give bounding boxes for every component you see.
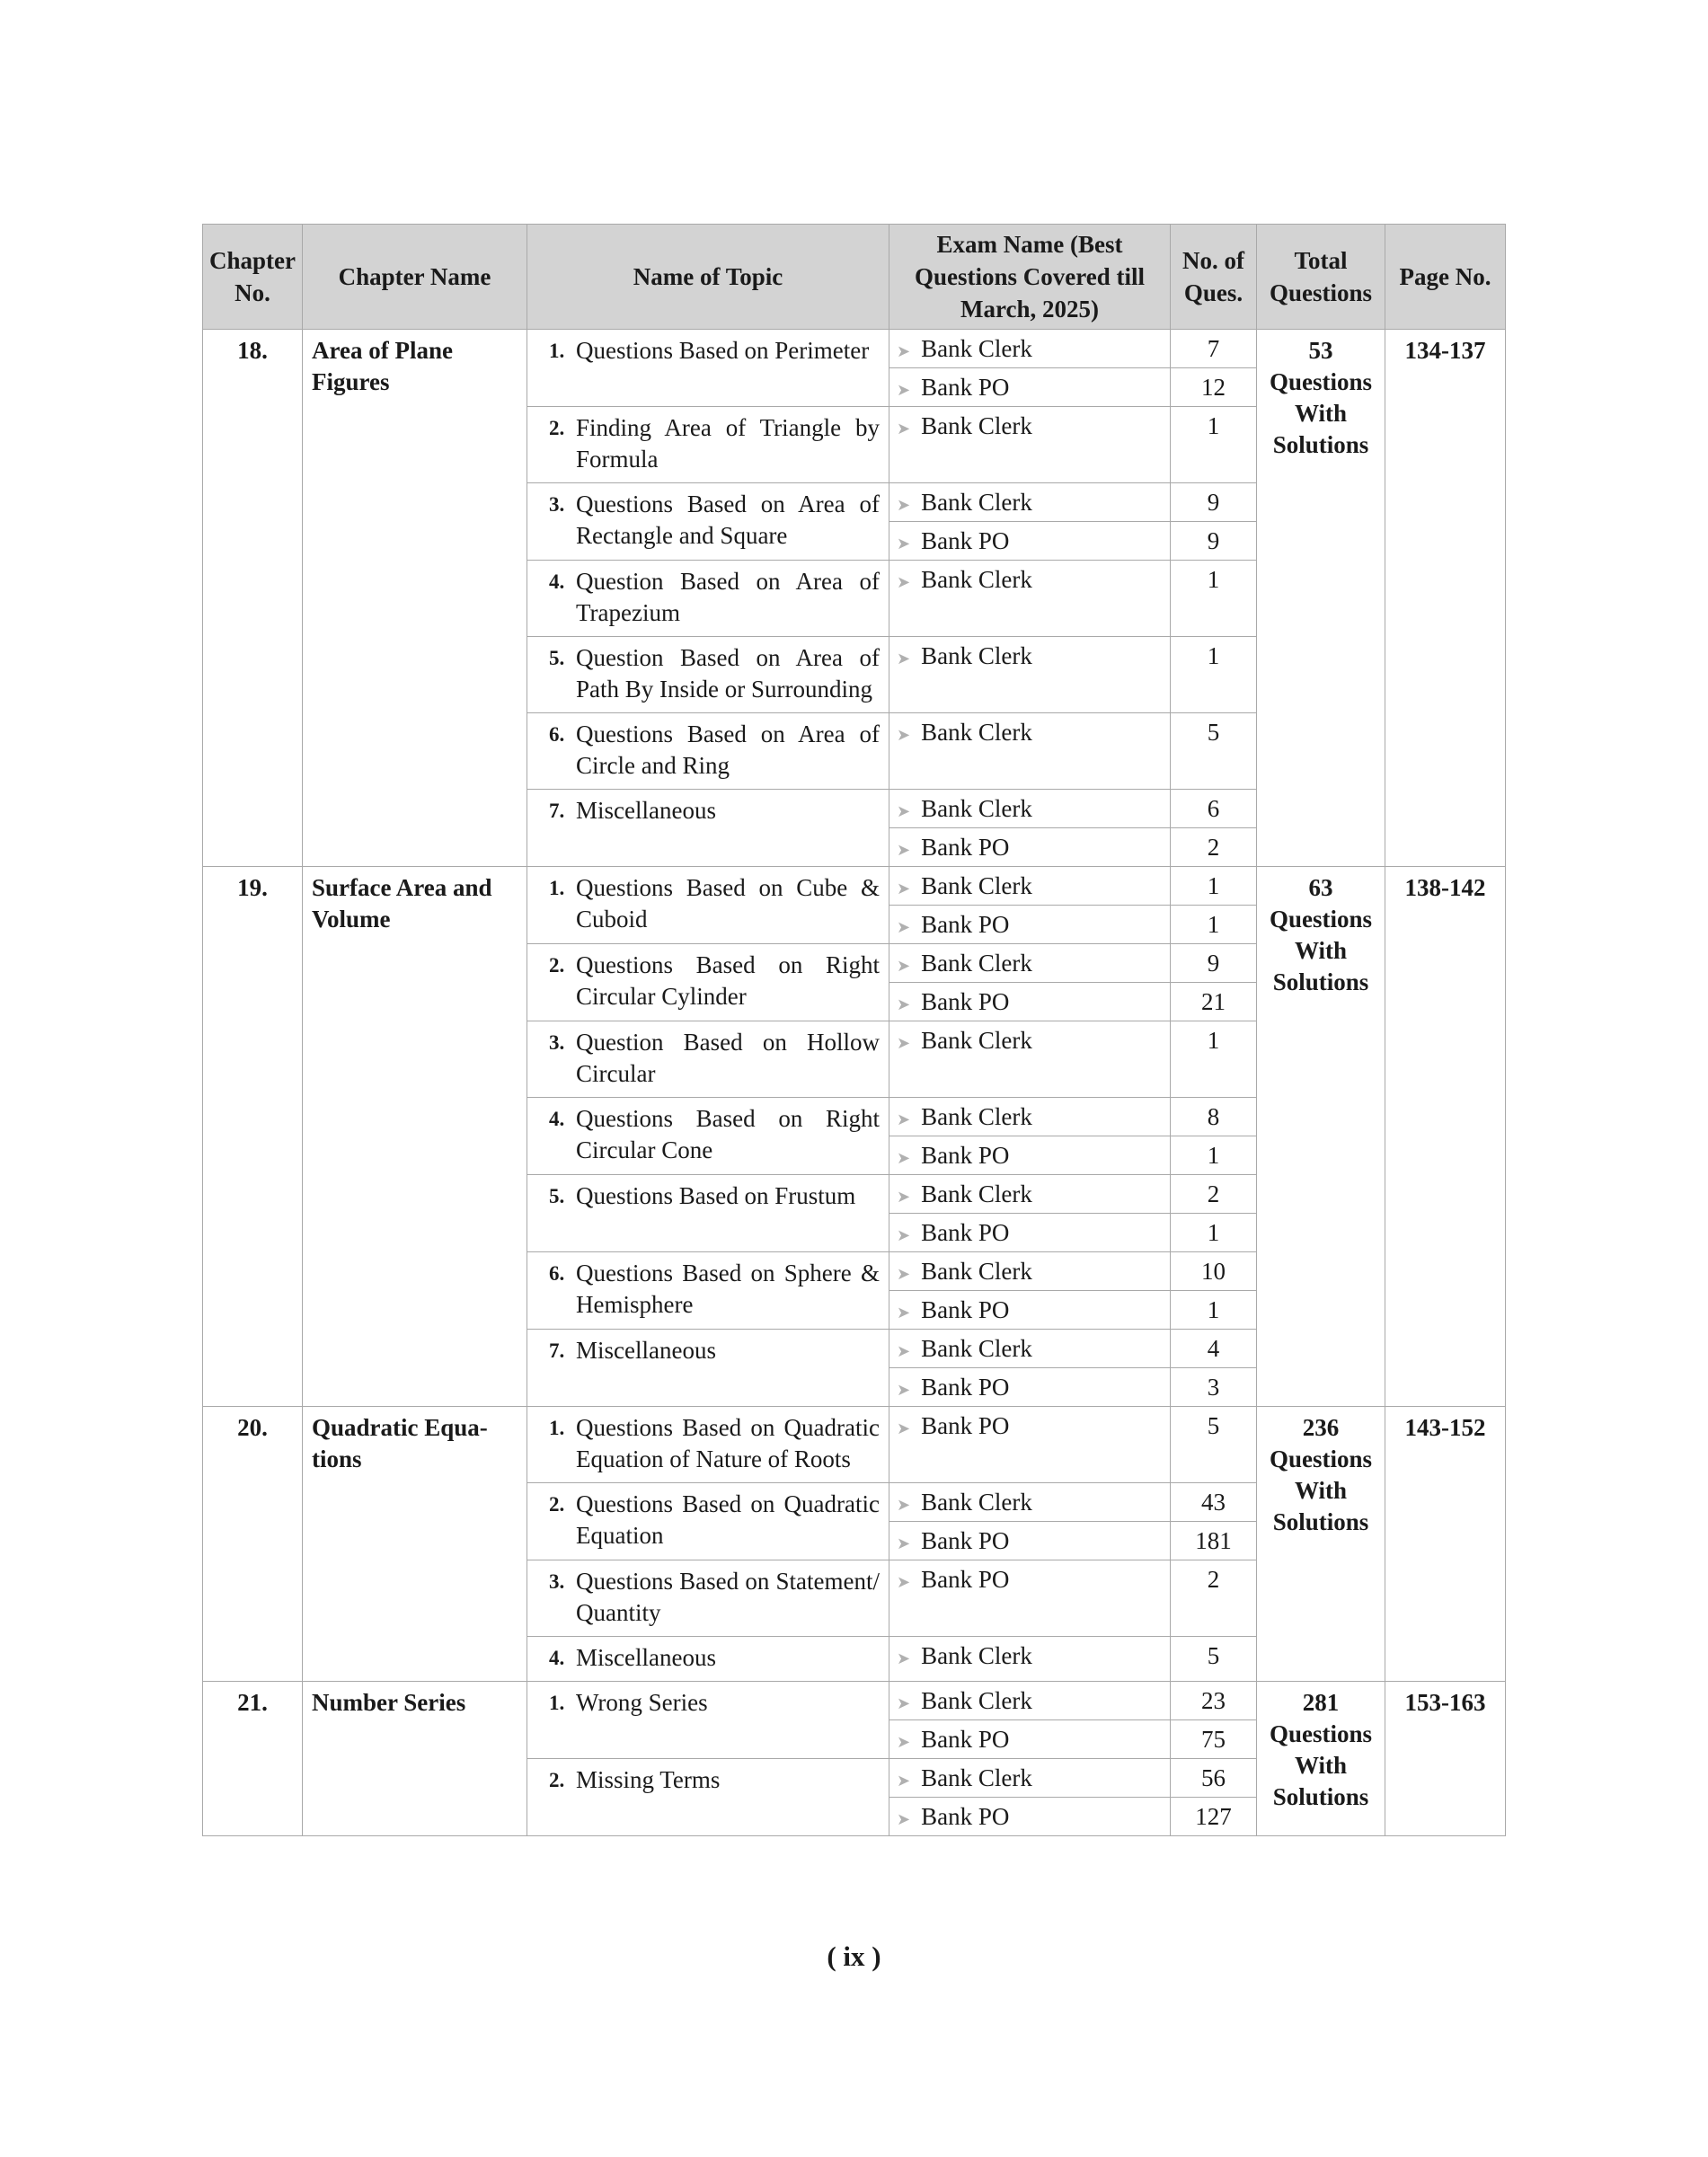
topic-item (549, 1180, 880, 1212)
exam-cell (889, 1637, 1171, 1682)
contents-table (202, 224, 1506, 1836)
arrow-bullet-icon: ➤ (897, 573, 911, 592)
arrow-bullet-icon: ➤ (897, 496, 911, 515)
arrow-bullet-icon: ➤ (897, 841, 911, 860)
arrow-bullet-icon: ➤ (897, 342, 911, 361)
question-count: 6 (1171, 790, 1257, 828)
question-count: 8 (1171, 1098, 1257, 1136)
arrow-bullet-icon: ➤ (897, 726, 911, 745)
topic-number: 1. (549, 1692, 565, 1714)
arrow-bullet-icon: ➤ (897, 1573, 911, 1592)
topic-name: Questions Based on Area of Circle and Ring (576, 720, 880, 779)
exam-cell (889, 906, 1171, 944)
exam-cell (889, 1759, 1171, 1798)
header-topic: Name of Topic (527, 225, 889, 330)
topic-item (549, 1566, 880, 1629)
question-count: 1 (1171, 1021, 1257, 1098)
exam-cell (889, 368, 1171, 407)
exam-cell (889, 828, 1171, 867)
exam-name: Bank Clerk (921, 1642, 1032, 1669)
arrow-bullet-icon: ➤ (897, 1110, 911, 1129)
arrow-bullet-icon: ➤ (897, 1496, 911, 1515)
exam-cell (889, 1214, 1171, 1252)
topic-number: 7. (549, 1339, 565, 1362)
topic-name: Missing Terms (576, 1766, 721, 1793)
topic-number: 2. (549, 417, 565, 439)
exam-cell (889, 330, 1171, 368)
topic-item (549, 1103, 880, 1166)
table-row (203, 330, 1506, 368)
arrow-bullet-icon: ➤ (897, 535, 911, 553)
topic-name: Questions Based on Cube & Cuboid (576, 874, 880, 933)
exam-name: Bank Clerk (921, 1687, 1032, 1714)
exam-name: Bank Clerk (921, 1764, 1032, 1791)
exam-name: Bank PO (921, 1412, 1010, 1439)
question-count: 23 (1171, 1682, 1257, 1720)
total-questions: 236 Questions With Solutions (1257, 1407, 1385, 1682)
exam-cell (889, 867, 1171, 906)
question-count: 9 (1171, 522, 1257, 561)
exam-cell (889, 1098, 1171, 1136)
topic-number: 3. (549, 1570, 565, 1593)
exam-cell (889, 1330, 1171, 1368)
topic-item (549, 1642, 880, 1674)
topic-item (549, 795, 880, 827)
topic-cell (527, 1682, 889, 1759)
arrow-bullet-icon: ➤ (897, 880, 911, 898)
exam-name: Bank Clerk (921, 1103, 1032, 1130)
exam-name: Bank PO (921, 1142, 1010, 1169)
arrow-bullet-icon: ➤ (897, 1265, 911, 1284)
exam-name: Bank Clerk (921, 642, 1032, 669)
exam-name: Bank Clerk (921, 950, 1032, 977)
chapter-name: Quadratic Equa- tions (303, 1407, 527, 1682)
exam-name: Bank Clerk (921, 1027, 1032, 1054)
topic-name: Question Based on Area of Trapezium (576, 568, 880, 626)
arrow-bullet-icon: ➤ (897, 1034, 911, 1053)
exam-name: Bank Clerk (921, 335, 1032, 362)
topic-cell (527, 1759, 889, 1836)
exam-name: Bank Clerk (921, 795, 1032, 822)
exam-cell (889, 1560, 1171, 1637)
arrow-bullet-icon: ➤ (897, 1149, 911, 1168)
topic-item (549, 719, 880, 782)
topic-cell (527, 1560, 889, 1637)
exam-name: Bank Clerk (921, 719, 1032, 746)
question-count: 1 (1171, 407, 1257, 483)
topic-cell (527, 790, 889, 867)
question-count: 1 (1171, 637, 1257, 713)
topic-name: Questions Based on Statement/ Quantity (576, 1568, 880, 1626)
exam-cell (889, 1175, 1171, 1214)
topic-cell (527, 1175, 889, 1252)
question-count: 43 (1171, 1483, 1257, 1522)
topic-name: Miscellaneous (576, 1337, 716, 1364)
exam-name: Bank PO (921, 1803, 1010, 1830)
topic-item (549, 872, 880, 935)
topic-cell (527, 1330, 889, 1407)
exam-cell (889, 1682, 1171, 1720)
question-count: 1 (1171, 1214, 1257, 1252)
question-count: 2 (1171, 828, 1257, 867)
exam-cell (889, 790, 1171, 828)
topic-cell (527, 561, 889, 637)
exam-cell (889, 483, 1171, 522)
topic-item (549, 566, 880, 629)
topic-cell (527, 407, 889, 483)
chapter-number: 21. (203, 1682, 303, 1836)
exam-name: Bank Clerk (921, 566, 1032, 593)
topic-number: 3. (549, 493, 565, 516)
topic-name: Questions Based on Sphere & Hemisphere (576, 1260, 880, 1318)
topic-cell (527, 944, 889, 1021)
question-count: 2 (1171, 1560, 1257, 1637)
topic-item (549, 950, 880, 1012)
question-count: 1 (1171, 867, 1257, 906)
topic-name: Questions Based on Quadratic Equation of Nature of Roots (576, 1414, 880, 1472)
total-questions: 53 Questions With Solutions (1257, 330, 1385, 867)
topic-item (549, 335, 880, 367)
question-count: 127 (1171, 1798, 1257, 1836)
exam-cell (889, 1252, 1171, 1291)
header-total-questions: Total Questions (1257, 225, 1385, 330)
exam-cell (889, 1136, 1171, 1175)
topic-number: 1. (549, 340, 565, 362)
header-page-no: Page No. (1385, 225, 1506, 330)
topic-name: Questions Based on Frustum (576, 1182, 856, 1209)
exam-name: Bank Clerk (921, 1489, 1032, 1516)
topic-item (549, 1027, 880, 1090)
exam-name: Bank Clerk (921, 412, 1032, 439)
exam-name: Bank PO (921, 1726, 1010, 1753)
topic-cell (527, 1637, 889, 1682)
arrow-bullet-icon: ➤ (897, 1381, 911, 1400)
topic-cell (527, 1252, 889, 1330)
arrow-bullet-icon: ➤ (897, 802, 911, 821)
question-count: 9 (1171, 944, 1257, 983)
topic-name: Miscellaneous (576, 797, 716, 824)
exam-cell (889, 713, 1171, 790)
exam-cell (889, 1407, 1171, 1483)
question-count: 2 (1171, 1175, 1257, 1214)
exam-name: Bank PO (921, 527, 1010, 554)
exam-name: Bank PO (921, 1374, 1010, 1401)
topic-item (549, 1258, 880, 1321)
topic-name: Questions Based on Right Circular Cone (576, 1105, 880, 1163)
topic-item (549, 412, 880, 475)
topic-cell (527, 713, 889, 790)
topic-name: Question Based on Area of Path By Inside or Surrounding (576, 644, 880, 703)
question-count: 5 (1171, 1407, 1257, 1483)
arrow-bullet-icon: ➤ (897, 1810, 911, 1829)
exam-cell (889, 1291, 1171, 1330)
exam-cell (889, 1483, 1171, 1522)
exam-cell (889, 1798, 1171, 1836)
exam-cell (889, 944, 1171, 983)
topic-name: Question Based on Hollow Circular (576, 1029, 880, 1087)
topic-item (549, 1764, 880, 1796)
header-exam-name: Exam Name (Best Questions Covered till March, 2025) (889, 225, 1171, 330)
exam-cell (889, 637, 1171, 713)
table-row (203, 867, 1506, 906)
exam-name: Bank Clerk (921, 1180, 1032, 1207)
topic-name: Finding Area of Triangle by Formula (576, 414, 880, 473)
topic-name: Miscellaneous (576, 1644, 716, 1671)
topic-item (549, 1335, 880, 1366)
topic-cell (527, 1483, 889, 1560)
question-count: 3 (1171, 1368, 1257, 1407)
topic-number: 7. (549, 800, 565, 822)
question-count: 4 (1171, 1330, 1257, 1368)
exam-cell (889, 522, 1171, 561)
topic-number: 5. (549, 647, 565, 669)
arrow-bullet-icon: ➤ (897, 1304, 911, 1322)
arrow-bullet-icon: ➤ (897, 1534, 911, 1553)
header-no-of-ques: No. of Ques. (1171, 225, 1257, 330)
arrow-bullet-icon: ➤ (897, 1188, 911, 1207)
question-count: 181 (1171, 1522, 1257, 1560)
exam-name: Bank Clerk (921, 872, 1032, 899)
topic-number: 6. (549, 1262, 565, 1285)
arrow-bullet-icon: ➤ (897, 1694, 911, 1713)
total-questions: 63 Questions With Solutions (1257, 867, 1385, 1407)
exam-cell (889, 1021, 1171, 1098)
arrow-bullet-icon: ➤ (897, 1226, 911, 1245)
topic-number: 2. (549, 1769, 565, 1791)
exam-cell (889, 1720, 1171, 1759)
topic-number: 3. (549, 1031, 565, 1054)
exam-name: Bank PO (921, 1566, 1010, 1593)
exam-name: Bank PO (921, 911, 1010, 938)
topic-item (549, 1412, 880, 1475)
question-count: 10 (1171, 1252, 1257, 1291)
header-chapter-name: Chapter Name (303, 225, 527, 330)
exam-cell (889, 561, 1171, 637)
arrow-bullet-icon: ➤ (897, 1419, 911, 1438)
arrow-bullet-icon: ➤ (897, 957, 911, 976)
arrow-bullet-icon: ➤ (897, 1733, 911, 1752)
header-chapter-no: Chapter No. (203, 225, 303, 330)
topic-number: 6. (549, 723, 565, 746)
topic-name: Wrong Series (576, 1689, 708, 1716)
question-count: 1 (1171, 561, 1257, 637)
topic-name: Questions Based on Quadratic Equation (576, 1490, 880, 1549)
topic-cell (527, 1021, 889, 1098)
exam-name: Bank PO (921, 834, 1010, 861)
contents-body (203, 330, 1506, 1836)
arrow-bullet-icon: ➤ (897, 1772, 911, 1790)
topic-number: 1. (549, 1417, 565, 1439)
topic-cell (527, 867, 889, 944)
topic-name: Questions Based on Right Circular Cylinder (576, 951, 880, 1010)
question-count: 21 (1171, 983, 1257, 1021)
exam-cell (889, 983, 1171, 1021)
topic-name: Questions Based on Perimeter (576, 337, 870, 364)
page-number: ( ix ) (827, 1940, 881, 1972)
header-row (203, 225, 1506, 330)
chapter-number: 20. (203, 1407, 303, 1682)
topic-item (549, 1687, 880, 1719)
topic-number: 4. (549, 1108, 565, 1130)
table-row (203, 1682, 1506, 1720)
arrow-bullet-icon: ➤ (897, 650, 911, 668)
topic-cell (527, 483, 889, 561)
exam-name: Bank Clerk (921, 1258, 1032, 1285)
question-count: 75 (1171, 1720, 1257, 1759)
arrow-bullet-icon: ➤ (897, 995, 911, 1014)
page-range: 153-163 (1385, 1682, 1506, 1836)
question-count: 7 (1171, 330, 1257, 368)
topic-item (549, 642, 880, 705)
topic-number: 5. (549, 1185, 565, 1207)
arrow-bullet-icon: ➤ (897, 420, 911, 438)
exam-name: Bank PO (921, 1296, 1010, 1323)
arrow-bullet-icon: ➤ (897, 918, 911, 937)
question-count: 56 (1171, 1759, 1257, 1798)
chapter-name: Area of Plane Figures (303, 330, 527, 867)
arrow-bullet-icon: ➤ (897, 1342, 911, 1361)
question-count: 1 (1171, 1291, 1257, 1330)
chapter-number: 18. (203, 330, 303, 867)
exam-name: Bank PO (921, 1219, 1010, 1246)
table-row (203, 1407, 1506, 1483)
exam-name: Bank Clerk (921, 489, 1032, 516)
topic-number: 4. (549, 1647, 565, 1669)
question-count: 12 (1171, 368, 1257, 407)
exam-name: Bank PO (921, 374, 1010, 401)
arrow-bullet-icon: ➤ (897, 1649, 911, 1668)
exam-name: Bank PO (921, 1527, 1010, 1554)
chapter-number: 19. (203, 867, 303, 1407)
topic-number: 4. (549, 570, 565, 593)
total-questions: 281 Questions With Solutions (1257, 1682, 1385, 1836)
question-count: 9 (1171, 483, 1257, 522)
page-range: 138-142 (1385, 867, 1506, 1407)
topic-cell (527, 1098, 889, 1175)
question-count: 1 (1171, 906, 1257, 944)
page-range: 143-152 (1385, 1407, 1506, 1682)
arrow-bullet-icon: ➤ (897, 381, 911, 400)
chapter-name: Number Series (303, 1682, 527, 1836)
topic-cell (527, 1407, 889, 1483)
topic-cell (527, 637, 889, 713)
topic-name: Questions Based on Area of Rectangle and Square (576, 491, 880, 549)
question-count: 5 (1171, 713, 1257, 790)
topic-number: 2. (549, 1493, 565, 1516)
chapter-name: Surface Area and Volume (303, 867, 527, 1407)
topic-cell (527, 330, 889, 407)
topic-item (549, 1489, 880, 1551)
topic-number: 1. (549, 877, 565, 899)
exam-name: Bank Clerk (921, 1335, 1032, 1362)
topic-item (549, 489, 880, 552)
exam-cell (889, 1522, 1171, 1560)
exam-cell (889, 1368, 1171, 1407)
page-range: 134-137 (1385, 330, 1506, 867)
exam-cell (889, 407, 1171, 483)
exam-name: Bank PO (921, 988, 1010, 1015)
topic-number: 2. (549, 954, 565, 977)
question-count: 5 (1171, 1637, 1257, 1682)
question-count: 1 (1171, 1136, 1257, 1175)
